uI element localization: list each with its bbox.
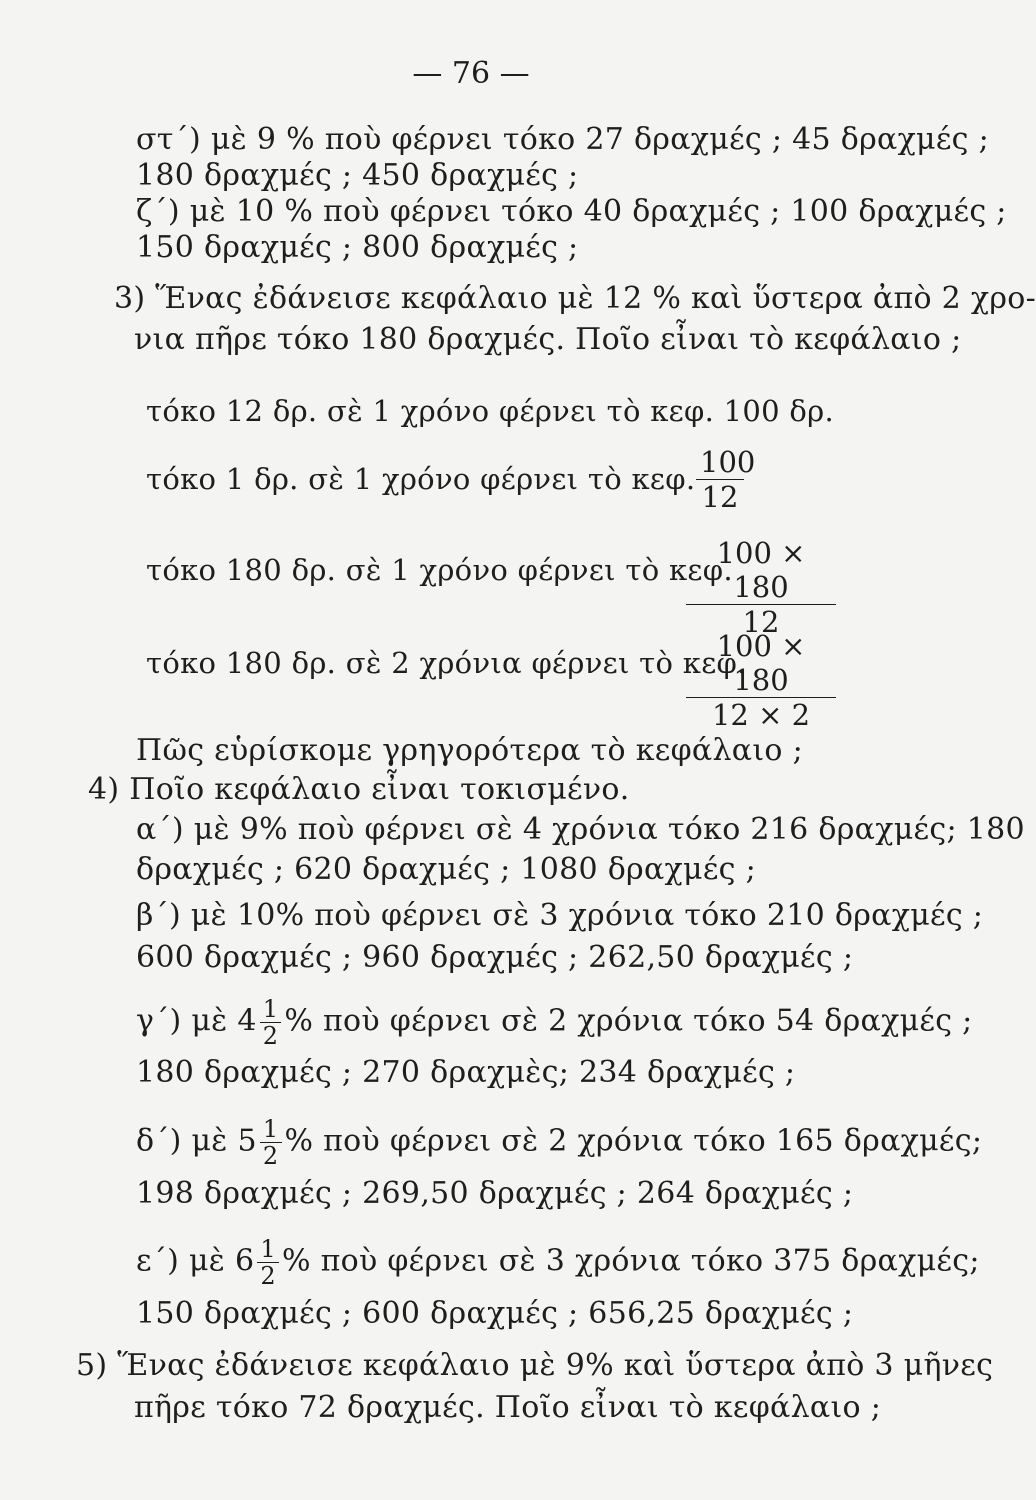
problem-3-line-2: νια πῆρε τόκο 180 δραχμές. Ποῖο εἶναι τὸ κεφάλαιο ; [134,322,962,357]
problem-4-heading: 4) Ποῖο κεφάλαιο εἶναι τοκισμένο. [88,772,630,807]
fraction-denominator: 12 × 2 [686,697,836,732]
line-z-cont: 150 δραχμές ; 800 δραχμές ; [136,230,579,265]
calc-fraction-2 [696,445,756,514]
line-z: ζ΄) μὲ 10 % ποὺ φέρνει τόκο 40 δραχμές ; 100 δραχμές ; [136,194,1007,229]
calc-row-1: τόκο 12 δρ. σὲ 1 χρόνο φέρνει τὸ κεφ. 100 δρ. [146,394,835,428]
fraction-denominator: 12 [686,604,836,639]
fraction-denominator: 12 [696,479,744,514]
item-g-rest: % ποὺ φέρνει σὲ 2 χρόνια τόκο 54 δραχμές ; [284,1003,973,1039]
question-line: Πῶς εὑρίσκομε γρηγορότερα τὸ κεφάλαιο ; [136,733,803,768]
calc-row-2: τόκο 1 δρ. σὲ 1 χρόνο φέρνει τὸ κεφ. [146,462,696,496]
calc-fraction-3 [686,536,836,639]
fraction-half [260,1116,282,1169]
fraction-numerator: 100 × 180 [716,629,806,697]
fraction-half [257,1236,279,1289]
fraction-numerator: 1 [260,1235,276,1263]
calc-row-4: τόκο 180 δρ. σὲ 2 χρόνια φέρνει τὸ κεφ. [146,646,747,680]
problem-3-line-1: 3) Ἕνας ἐδάνεισε κεφάλαιο μὲ 12 % καὶ ὕστερα ἀπὸ 2 χρο- [114,281,1036,316]
fraction-numerator: 100 [700,445,756,479]
problem-5-line-2: πῆρε τόκο 72 δραχμές. Ποῖο εἶναι τὸ κεφάλαιο ; [134,1390,882,1425]
item-e-line-1 [136,1236,980,1289]
item-g-prefix: γ΄) μὲ 4 [136,1003,257,1039]
line-st: στ΄) μὲ 9 % ποὺ φέρνει τόκο 27 δραχμές ; 45 δραχμές ; [136,122,990,157]
page-number: — 76 — [412,56,530,91]
item-e-line-2: 150 δραχμές ; 600 δραχμές ; 656,25 δραχμές ; [136,1296,854,1331]
fraction-numerator: 100 × 180 [716,536,806,604]
fraction-denominator: 2 [260,1022,282,1049]
item-d-line-1 [136,1116,982,1169]
item-e-rest: % ποὺ φέρνει σὲ 3 χρόνια τόκο 375 δραχμές; [281,1243,980,1279]
item-g-line-2: 180 δραχμές ; 270 δραχμὲς; 234 δραχμές ; [136,1055,796,1090]
calc-row-3: τόκο 180 δρ. σὲ 1 χρόνο φέρνει τὸ κεφ. [146,553,733,587]
item-d-prefix: δ΄) μὲ 5 [136,1123,257,1159]
item-g-line-1 [136,996,973,1049]
line-st-cont: 180 δραχμές ; 450 δραχμές ; [136,158,579,193]
item-b-line-2: 600 δραχμές ; 960 δραχμές ; 262,50 δραχμές ; [136,940,854,975]
item-a-line-1: α΄) μὲ 9% ποὺ φέρνει σὲ 4 χρόνια τόκο 216 δραχμές; 180 [136,812,1025,847]
fraction-numerator: 1 [262,1115,279,1143]
fraction-denominator: 2 [257,1262,279,1289]
item-b-line-1: β΄) μὲ 10% ποὺ φέρνει σὲ 3 χρόνια τόκο 210 δραχμές ; [136,898,984,933]
item-d-line-2: 198 δραχμές ; 269,50 δραχμές ; 264 δραχμές ; [136,1176,854,1211]
fraction-numerator: 1 [262,995,279,1023]
item-e-prefix: ε΄) μὲ 6 [136,1243,255,1279]
item-d-rest: % ποὺ φέρνει σὲ 2 χρόνια τόκο 165 δραχμές; [284,1123,983,1159]
problem-5-line-1: 5) Ἕνας ἐδάνεισε κεφάλαιο μὲ 9% καὶ ὕστερα ἀπὸ 3 μῆνες [76,1348,994,1383]
fraction-half [260,996,282,1049]
item-a-line-2: δραχμές ; 620 δραχμές ; 1080 δραχμές ; [136,852,757,887]
calc-fraction-4 [686,629,836,732]
fraction-denominator: 2 [260,1142,282,1169]
